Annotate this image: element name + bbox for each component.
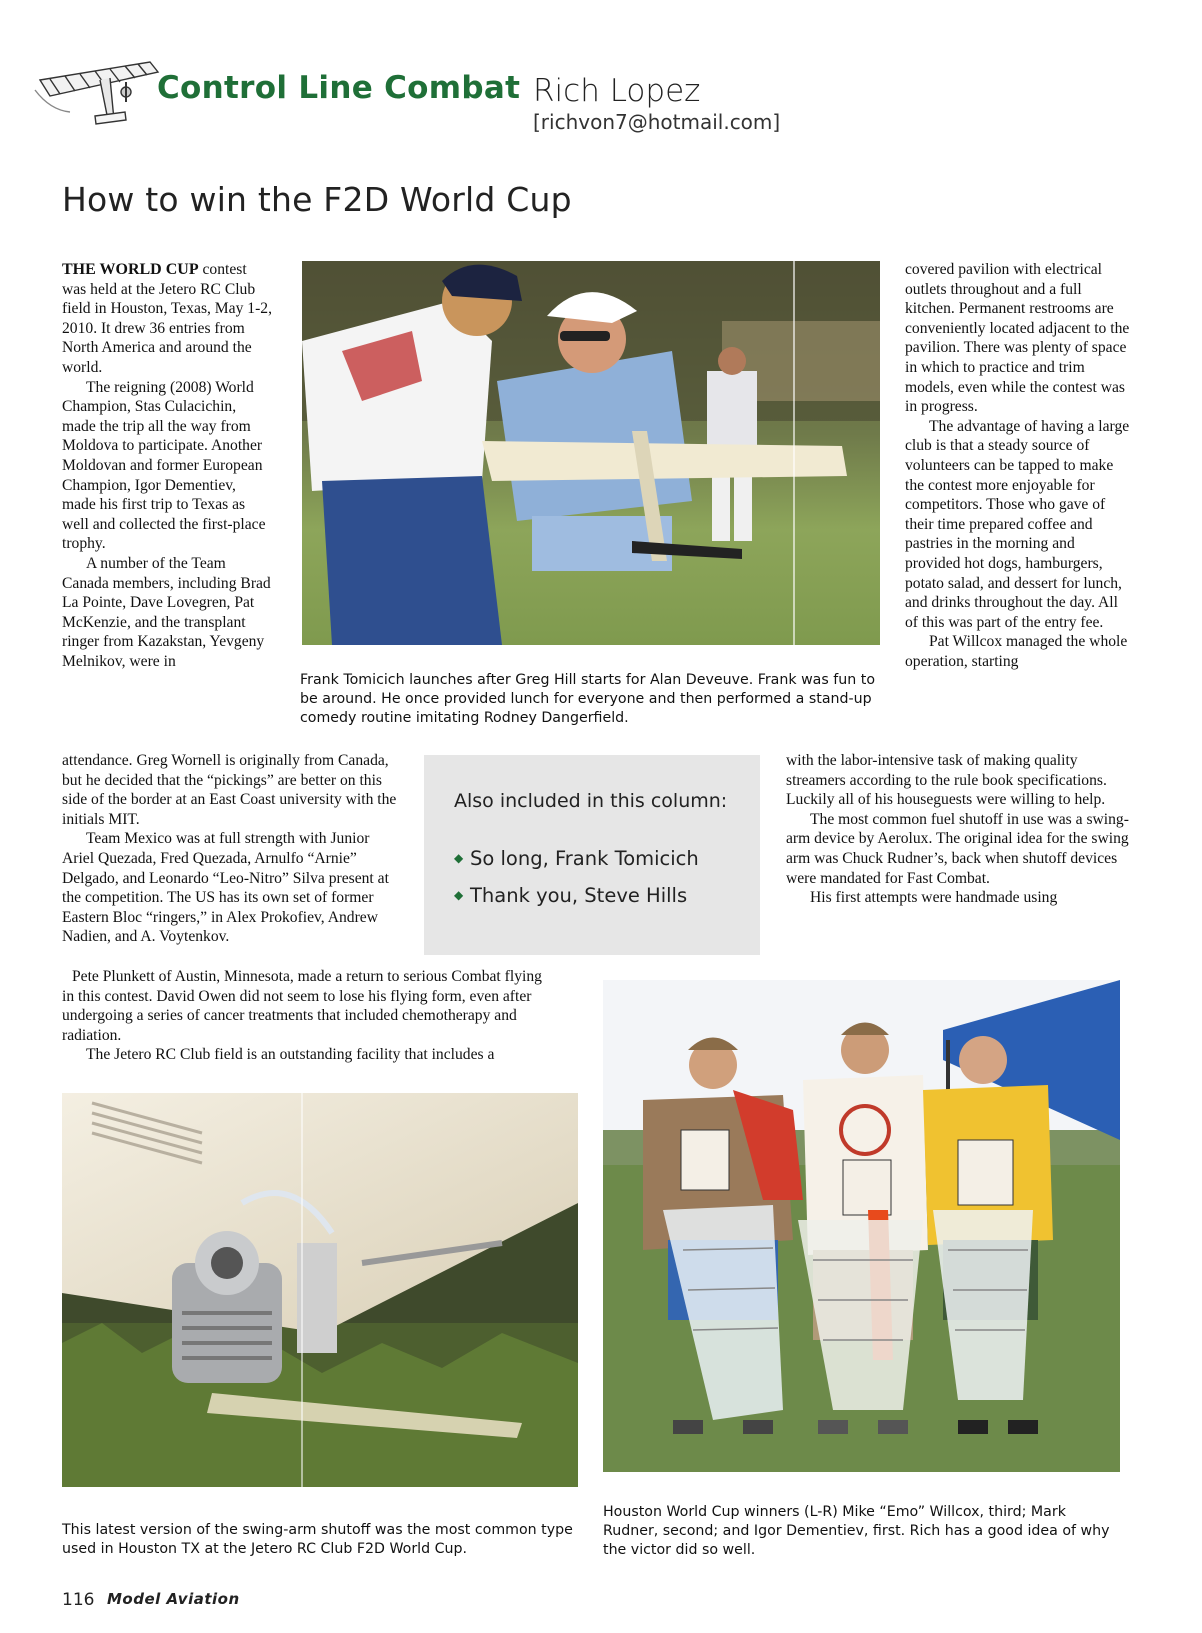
paragraph: His first attempts were handmade using — [810, 889, 1058, 907]
article-title: How to win the F2D World Cup — [62, 180, 572, 219]
photo-winners — [603, 980, 1120, 1472]
photo-shutoff — [62, 1093, 578, 1487]
author-name: Rich Lopez — [533, 73, 701, 109]
photo-winners-caption: Houston World Cup winners (L-R) Mike “Emo” Willcox, third; Mark Rudner, second; and Igor Dementiev, first. Rich has a good idea of why the victor did so well. — [603, 1504, 1110, 1558]
paragraph: The advantage of having a large club is that a steady source of volunteers can be tapped to make the contest more enjoyable for competitors. Those who gave of their time prepared coffee and pastries in the morning and provided hot dogs, hamburgers, potato salad, and dessert for lunch, and drinks throughout the day. All of this was part of the entry fee. — [905, 417, 1130, 631]
diamond-bullet-icon: ◆ — [454, 888, 464, 902]
photo-winners-image — [603, 980, 1120, 1472]
photo-launch-image — [302, 261, 880, 645]
body-column-1 — [62, 260, 272, 671]
body-column-wide — [62, 967, 554, 1065]
airplane-logo-icon — [30, 50, 165, 135]
photo-launch-caption: Frank Tomicich launches after Greg Hill starts for Alan Deveuve. Frank was fun to be around. He once provided lunch for everyone and then performed a stand-up comedy routine imitating Rodney Dangerfield. — [300, 672, 876, 726]
paragraph: The Jetero RC Club field is an outstanding facility that includes a — [86, 1046, 495, 1064]
page-number: 116 — [62, 1590, 95, 1610]
sidebar-title: Also included in this column: — [454, 790, 728, 812]
also-included-box — [424, 755, 760, 955]
body-column-3-continued — [786, 751, 1131, 908]
paragraph: Pete Plunkett of Austin, Minnesota, made a return to serious Combat flying in this contest. David Owen did not seem to lose his flying form, even after undergoing a series of cancer treatments that included chemotherapy and radiation. — [62, 968, 542, 1044]
paragraph: attendance. Greg Wornell is originally from Canada, but he decided that the “pickings” are better on this side of the border at an East Coast university with the initials MIT. — [62, 752, 397, 828]
sidebar-item-label: So long, Frank Tomicich — [470, 847, 699, 870]
paragraph — [62, 260, 272, 378]
paragraph: A number of the Team Canada members, including Brad La Pointe, Dave Lovegren, Pat McKenzie, and the transplant ringer from Kazakstan, Yevgeny Melnikov, were in — [62, 554, 271, 670]
diamond-bullet-icon: ◆ — [454, 851, 464, 865]
photo-shutoff-caption: This latest version of the swing-arm shutoff was the most common type used in Houston TX at the Jetero RC Club F2D World Cup. — [62, 1522, 573, 1557]
paragraph-text: contest was held at the Jetero RC Club field in Houston, Texas, May 1-2, 2010. It drew 36 entries from North America and around the world. — [62, 261, 272, 376]
photo-shutoff-image — [62, 1093, 578, 1487]
magazine-name: Model Aviation — [107, 1590, 240, 1608]
body-column-3 — [905, 260, 1130, 671]
paragraph: Team Mexico was at full strength with Junior Ariel Quezada, Fred Quezada, Arnulfo “Arnie” Delgado, and Leonardo “Leo-Nitro” Silva present at the competition. The US has its own set of former Eastern Bloc “ringers,” in Alex Prokofiev, Andrew Nadien, and A. Voytenkov. — [62, 830, 389, 946]
body-column-1-continued — [62, 751, 402, 947]
sidebar-item-label: Thank you, Steve Hills — [470, 884, 688, 907]
paragraph: The most common fuel shutoff in use was a swing-arm device by Aerolux. The original idea for the swing arm was Chuck Rudner’s, back when shutoff devices were mandated for Fast Combat. — [786, 810, 1129, 887]
paragraph: with the labor-intensive task of making quality streamers according to the rule book specifications. Luckily all of his houseguests were willing to help. — [786, 752, 1107, 809]
paragraph: Pat Willcox managed the whole operation, starting — [905, 633, 1128, 670]
sidebar-item — [454, 877, 699, 914]
sidebar-item — [454, 840, 699, 877]
sidebar-list — [454, 840, 699, 914]
lead-in: THE WORLD CUP — [62, 261, 199, 278]
column-header — [0, 0, 1202, 170]
paragraph: covered pavilion with electrical outlets throughout and a full kitchen. Permanent restrooms are conveniently located adjacent to the pavilion. There was plenty of space in which to practice and trim models, even while the contest was in progress. — [905, 261, 1130, 416]
author-email: [richvon7@hotmail.com] — [533, 110, 781, 134]
section-title: Control Line Combat — [157, 70, 521, 106]
paragraph: The reigning (2008) World Champion, Stas Culacichin, made the trip all the way from Moldova to participate. Another Moldovan and former European Champion, Igor Dementiev, made his first trip to Texas as well and collected the first-place trophy. — [62, 378, 266, 553]
photo-launch — [302, 261, 880, 645]
